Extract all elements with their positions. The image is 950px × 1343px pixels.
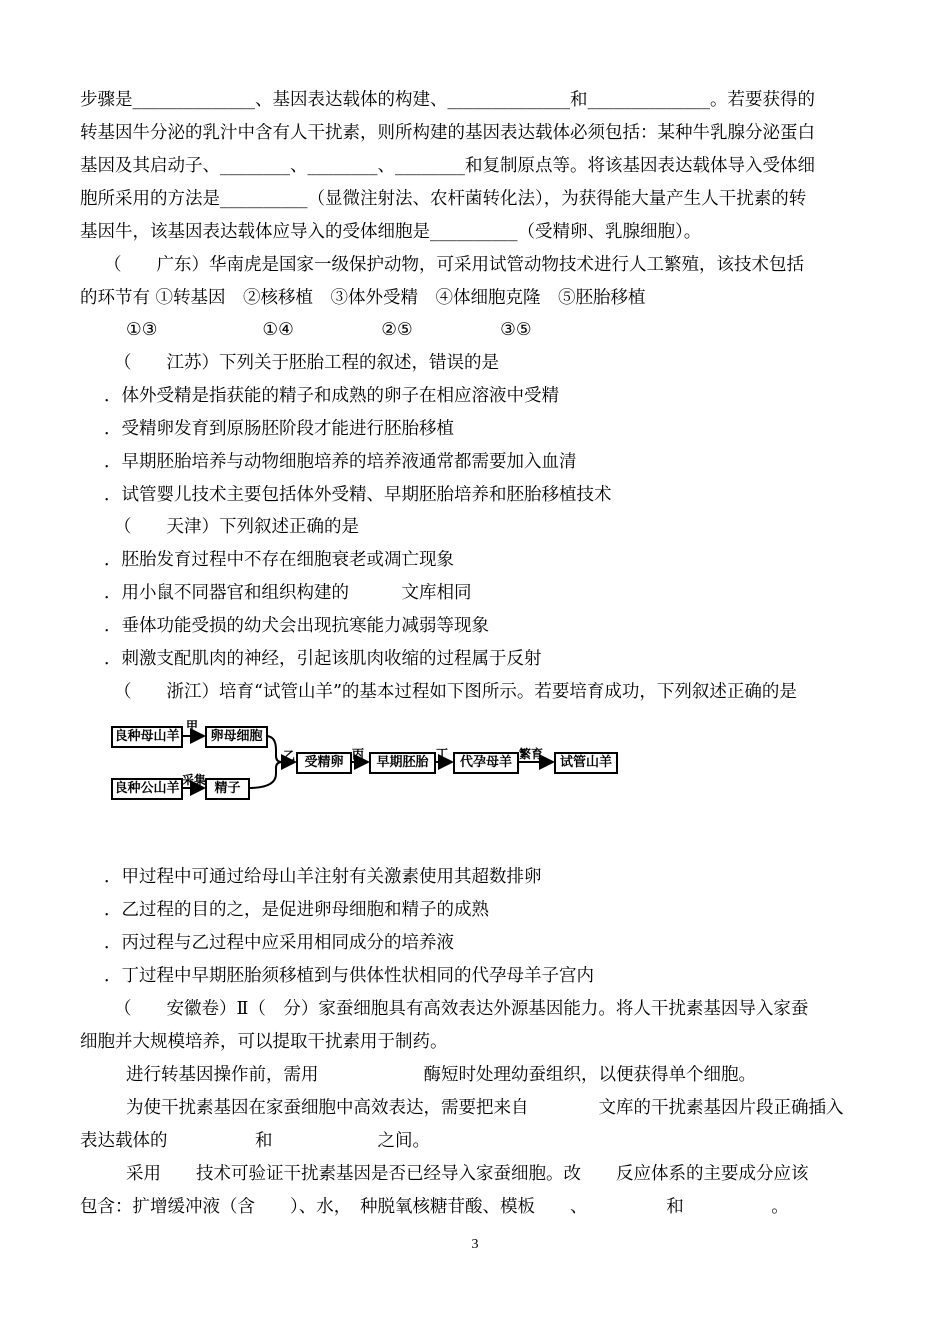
text-line: 包含：扩增缓冲液（含 ）、水， 种脱氧核糖苷酸、模板 、 和 。: [80, 1197, 789, 1217]
text-line: 转基因牛分泌的乳汁中含有人干扰素，则所构建的基因表达载体必须包括：某种牛乳腺分泌蛋白: [80, 123, 815, 143]
question-line: （ 安徽卷）Ⅱ（ 分）家蚕细胞具有高效表达外源基因能力。将人干扰素基因导入家蚕: [114, 999, 809, 1019]
diagram-label: 丁: [436, 747, 449, 761]
options-line: ①③ ①④ ②⑤ ③⑤: [126, 320, 532, 340]
option-line: ．刺激支配肌肉的神经，引起该肌肉收缩的过程属于反射: [104, 649, 542, 669]
page-number: 3: [471, 1237, 479, 1252]
text-line: 胞所采用的方法是__________（显微注射法、农杆菌转化法），为获得能大量产生人干扰素的转: [80, 189, 807, 209]
diagram-label: 丙: [352, 747, 365, 761]
question-line: （ 浙江）培育“试管山羊”的基本过程如下图所示。若要培育成功，下列叙述正确的是: [114, 682, 797, 702]
diagram-label: 繁育: [519, 747, 544, 761]
option-line: ．垂体功能受损的幼犬会出现抗寒能力减弱等现象: [104, 616, 489, 636]
diagram-box: 卵母细胞: [205, 726, 268, 748]
diagram-box: 试管山羊: [554, 752, 618, 774]
diagram-box: 受精卵: [296, 752, 352, 774]
text-line: 基因及其启动子、________、________、________和复制原点等。将该基因表达载体导入受体细: [80, 156, 815, 176]
question-line: （ 天津）下列叙述正确的是: [114, 517, 359, 537]
text-line: 表达载体的 和 之间。: [80, 1131, 430, 1151]
option-line: ．胚胎发育过程中不存在细胞衰老或凋亡现象: [104, 550, 454, 570]
option-line: ．受精卵发育到原肠胚阶段才能进行胚胎移植: [104, 419, 454, 439]
diagram-box: 精子: [205, 778, 250, 800]
text-line: 采用 技术可验证干扰素基因是否已经导入家蚕细胞。改 反应体系的主要成分应该: [126, 1164, 809, 1184]
flow-diagram: [108, 712, 628, 807]
text-line: 的环节有 ①转基因 ②核移植 ③体外受精 ④体细胞克隆 ⑤胚胎移植: [80, 288, 646, 308]
question-line: （ 广东）华南虎是国家一级保护动物，可采用试管动物技术进行人工繁殖，该技术包括: [104, 255, 804, 275]
text-line: 为使干扰素基因在家蚕细胞中高效表达，需要把来自 文库的干扰素基因片段正确插入: [126, 1098, 844, 1118]
diagram-label: 乙: [283, 749, 296, 763]
text-line: 细胞并大规模培养，可以提取干扰素用于制药。: [80, 1032, 448, 1052]
text-line: 基因牛，该基因表达载体应导入的受体细胞是__________（受精卵、乳腺细胞）。: [80, 222, 702, 242]
option-line: ．体外受精是指获能的精子和成熟的卵子在相应溶液中受精: [104, 386, 559, 406]
option-line: ．乙过程的目的之，是促进卵母细胞和精子的成熟: [104, 900, 489, 920]
diagram-label: 甲: [186, 719, 199, 733]
text-line: 步骤是______________、基因表达载体的构建、______________和______________。若要获得的: [80, 90, 815, 110]
diagram-box: 早期胚胎: [369, 752, 436, 774]
option-line: ．用小鼠不同器官和组织构建的 文库相同: [104, 583, 472, 603]
diagram-box: 良种母山羊: [111, 726, 183, 748]
question-line: （ 江苏）下列关于胚胎工程的叙述，错误的是: [114, 353, 499, 373]
diagram-box: 代孕母羊: [453, 752, 519, 774]
option-line: ．早期胚胎培养与动物细胞培养的培养液通常都需要加入血清: [104, 452, 577, 472]
option-line: ．丁过程中早期胚胎须移植到与供体性状相同的代孕母羊子宫内: [104, 966, 594, 986]
diagram-label: 采集: [182, 773, 207, 787]
option-line: ．丙过程与乙过程中应采用相同成分的培养液: [104, 933, 454, 953]
text-line: 进行转基因操作前，需用 酶短时处理幼蚕组织，以便获得单个细胞。: [126, 1065, 756, 1085]
diagram-box: 良种公山羊: [111, 778, 183, 800]
option-line: ．试管婴儿技术主要包括体外受精、早期胚胎培养和胚胎移植技术: [104, 485, 612, 505]
option-line: ．甲过程中可通过给母山羊注射有关激素使用其超数排卵: [104, 867, 542, 887]
